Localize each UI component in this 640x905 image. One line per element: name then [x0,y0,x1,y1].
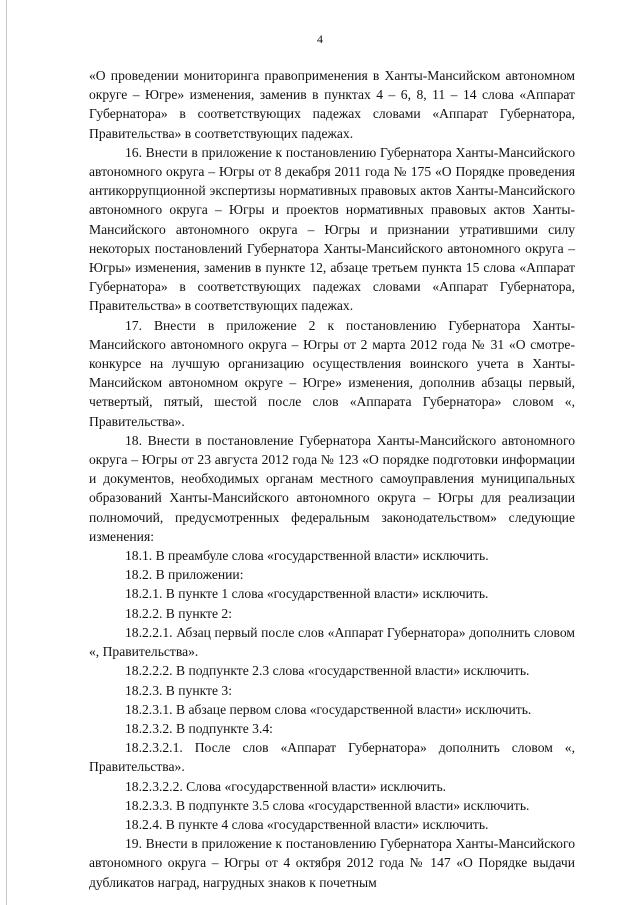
paragraph-item-18-2-2: 18.2.2. В пункте 2: [125,605,232,621]
paragraph-item-18-2-1: 18.2.1. В пункте 1 слова «государственной власти» исключить. [125,586,489,602]
paragraph-item-19: 19. Внести в приложение к постановлению Губернатора Ханты-Мансийского автономного округа – Югры от 4 октября 2012 года № 147 «О Порядке выдачи дубликатов наград, нагрудных знаков к почетным [89,836,575,890]
paragraph-item-18-2-3-1: 18.2.3.1. В абзаце первом слова «государственной власти» исключить. [125,701,532,717]
paragraph-item-16: 16. Внести в приложение к постановлению Губернатора Ханты-Мансийского автономного округа – Югры от 8 декабря 2011 года № 175 «О Порядке проведения антикоррупционной экспертизы нормативных правовых актов Ханты-Мансийского автономного округа – Югры и проектов нормативных правовых актов Ханты-Мансийского автономного округа – Югры и признании утратившими силу некоторых постановлений Губернатора Ханты-Мансийского автономного округа – Югры» изменения, заменив в пункте 12, абзаце третьем пункта 15 слова «Аппарат Губернатора» в соответствующих падежах словами «Аппарат Губернатора, Правительства» в соответствующих падежах. [89,144,575,314]
document-body [89,66,575,892]
paragraph-item-18-2-3-2-1: 18.2.3.2.1. После слов «Аппарат Губернатора» дополнить словом «, Правительства». [89,740,575,775]
paragraph-item-18-2-4: 18.2.4. В пункте 4 слова «государственной власти» исключить. [125,816,489,832]
paragraph-item-18: 18. Внести в постановление Губернатора Ханты-Мансийского автономного округа – Югры от 23 августа 2012 года № 123 «О порядке подготовки информации и документов, необходимых органам местного самоуправления муниципальных образований Ханты-Мансийского автономного округа – Югры для реализации полномочий, предусмотренных федеральным законодательством» следующие изменения: [89,432,575,544]
page-number: 4 [317,32,323,46]
paragraph-item-18-2-2-1: 18.2.2.1. Абзац первый после слов «Аппарат Губернатора» дополнить словом «, Правительства». [89,624,575,660]
paragraph-item-17: 17. Внести в приложение 2 к постановлению Губернатора Ханты-Мансийского автономного округа – Югры от 2 марта 2012 года № 31 «О смотре-конкурсе на лучшую организацию осуществления воинского учета в Ханты-Мансийском автономном округе – Югре» изменения, дополнив абзацы первый, четвертый, пятый, шестой после слов «Аппарата Губернатора» словом «, Правительства». [89,317,575,429]
scan-edge-line [6,0,7,905]
paragraph-item-18-2-2-2: 18.2.2.2. В подпункте 2.3 слова «государственной власти» исключить. [125,663,530,679]
paragraph-item-18-2-3: 18.2.3. В пункте 3: [125,682,232,698]
paragraph-item-18-2: 18.2. В приложении: [125,567,244,583]
paragraph-item-18-2-3-3: 18.2.3.3. В подпункте 3.5 слова «государственной власти» исключить. [125,797,530,813]
paragraph-item-18-2-3-2-2: 18.2.3.2.2. Слова «государственной власти» исключить. [125,778,447,794]
paragraph-continuation: «О проведении мониторинга правоприменения в Ханты-Мансийском автономном округе – Югре» изменения, заменив в пунктах 4 – 6, 8, 11 – 14 слова «Аппарат Губернатора» в соответствующих падежах словами «Аппарат Губернатора, Правительства» в соответствующих падежах. [89,68,575,141]
paragraph-item-18-1: 18.1. В преамбуле слова «государственной власти» исключить. [125,548,489,564]
paragraph-item-18-2-3-2: 18.2.3.2. В подпункте 3.4: [125,720,273,736]
